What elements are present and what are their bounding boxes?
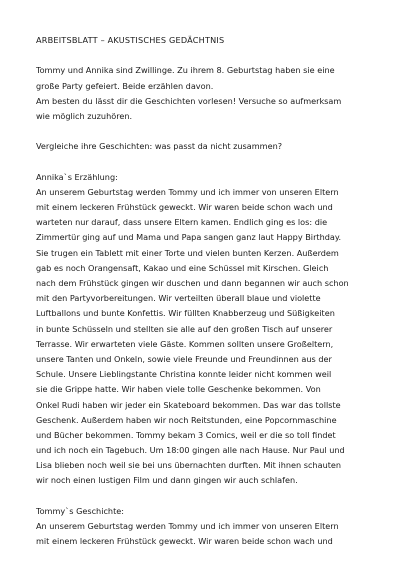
story-line: mit einem leckeren Frühstück geweckt. Wir waren beide schon wach und (36, 202, 333, 213)
spacer (36, 124, 376, 139)
story-line: mit einem leckeren Frühstück geweckt. Wir waren beide schon wach und (36, 536, 333, 547)
spacer (36, 489, 376, 504)
story-line: Luftballons und bunte Konfettis. Wir füllten Knabberzeug und Süßigkeiten (36, 308, 335, 319)
tommy-story (36, 519, 376, 549)
story-line: Sie trugen ein Tablett mit einer Torte und vielen bunten Kerzen. Außerdem (36, 247, 339, 258)
worksheet-content (36, 33, 376, 549)
annika-story (36, 185, 376, 489)
worksheet-title: ARBEITSBLATT – AKUSTISCHES GEDÄCHTNIS (36, 35, 225, 45)
spacer (36, 48, 376, 63)
story-line: sie die Grippe hatte. Wir haben viele tolle Geschenke bekommen. Von (36, 384, 321, 395)
story-line: nach dem Frühstück gingen wir duschen und dann begannen wir auch schon (36, 278, 349, 288)
intro-line: große Party gefeiert. Beide erzählen davon. (36, 80, 214, 91)
annika-heading: Annika`s Erzählung: (36, 171, 118, 182)
tommy-heading: Tommy`s Geschichte: (36, 505, 125, 516)
intro-line: Tommy und Annika sind Zwillinge. Zu ihrem 8. Geburtstag haben sie eine (36, 65, 335, 76)
story-line: und ich noch ein Tagebuch. Um 18:00 gingen alle nach Hause. Nur Paul und (36, 445, 345, 456)
story-line: mit den Partyvorbereitungen. Wir verteilten überall blaue und violette (36, 293, 321, 304)
story-line: Lisa blieben noch weil sie bei uns übernachten durften. Mit ihnen schauten (36, 460, 342, 471)
intro-line: wie möglich zuzuhören. (36, 110, 133, 121)
story-line: An unserem Geburtstag werden Tommy und ich immer von unseren Eltern (36, 521, 339, 531)
story-line: und Bücher bekommen. Tommy bekam 3 Comics, weil er die so toll findet (36, 429, 336, 440)
spacer (36, 155, 376, 170)
story-line: in bunte Schüsseln und stellten sie alle auf den großen Tisch auf unserer (36, 323, 333, 334)
story-line: Geschenk. Außerdem haben wir noch Reitstunden, eine Popcornmaschine (36, 414, 337, 425)
story-line: Terrasse. Wir erwarteten viele Gäste. Kommen sollten unsere Großeltern, (36, 338, 334, 349)
intro-line: Am besten du lässt dir die Geschichten vorlesen! Versuche so aufmerksam (36, 95, 342, 106)
story-line: unsere Tanten und Onkeln, sowie viele Freunde und Freundinnen aus der (36, 353, 332, 364)
intro-paragraph (36, 63, 376, 124)
story-line: warteten nur darauf, dass unsere Eltern kamen. Endlich ging es los: die (36, 217, 328, 228)
story-line: Schule. Unsere Lieblingstante Christina konnte leider nicht kommen weil (36, 369, 332, 380)
story-line: Zimmertür ging auf und Mama und Papa sangen ganz laut Happy Birthday. (36, 232, 342, 243)
story-line: wir noch einen lustigen Film und dann gingen wir auch schlafen. (36, 475, 298, 486)
story-line: An unserem Geburtstag werden Tommy und ich immer von unseren Eltern (36, 186, 339, 197)
story-line: Onkel Rudi haben wir jeder ein Skateboard bekommen. Das war das tollste (36, 399, 341, 410)
story-line: gab es noch Orangensaft, Kakao und eine Schüssel mit Kirschen. Gleich (36, 262, 329, 273)
task-question: Vergleiche ihre Geschichten: was passt da nicht zusammen? (36, 141, 283, 152)
